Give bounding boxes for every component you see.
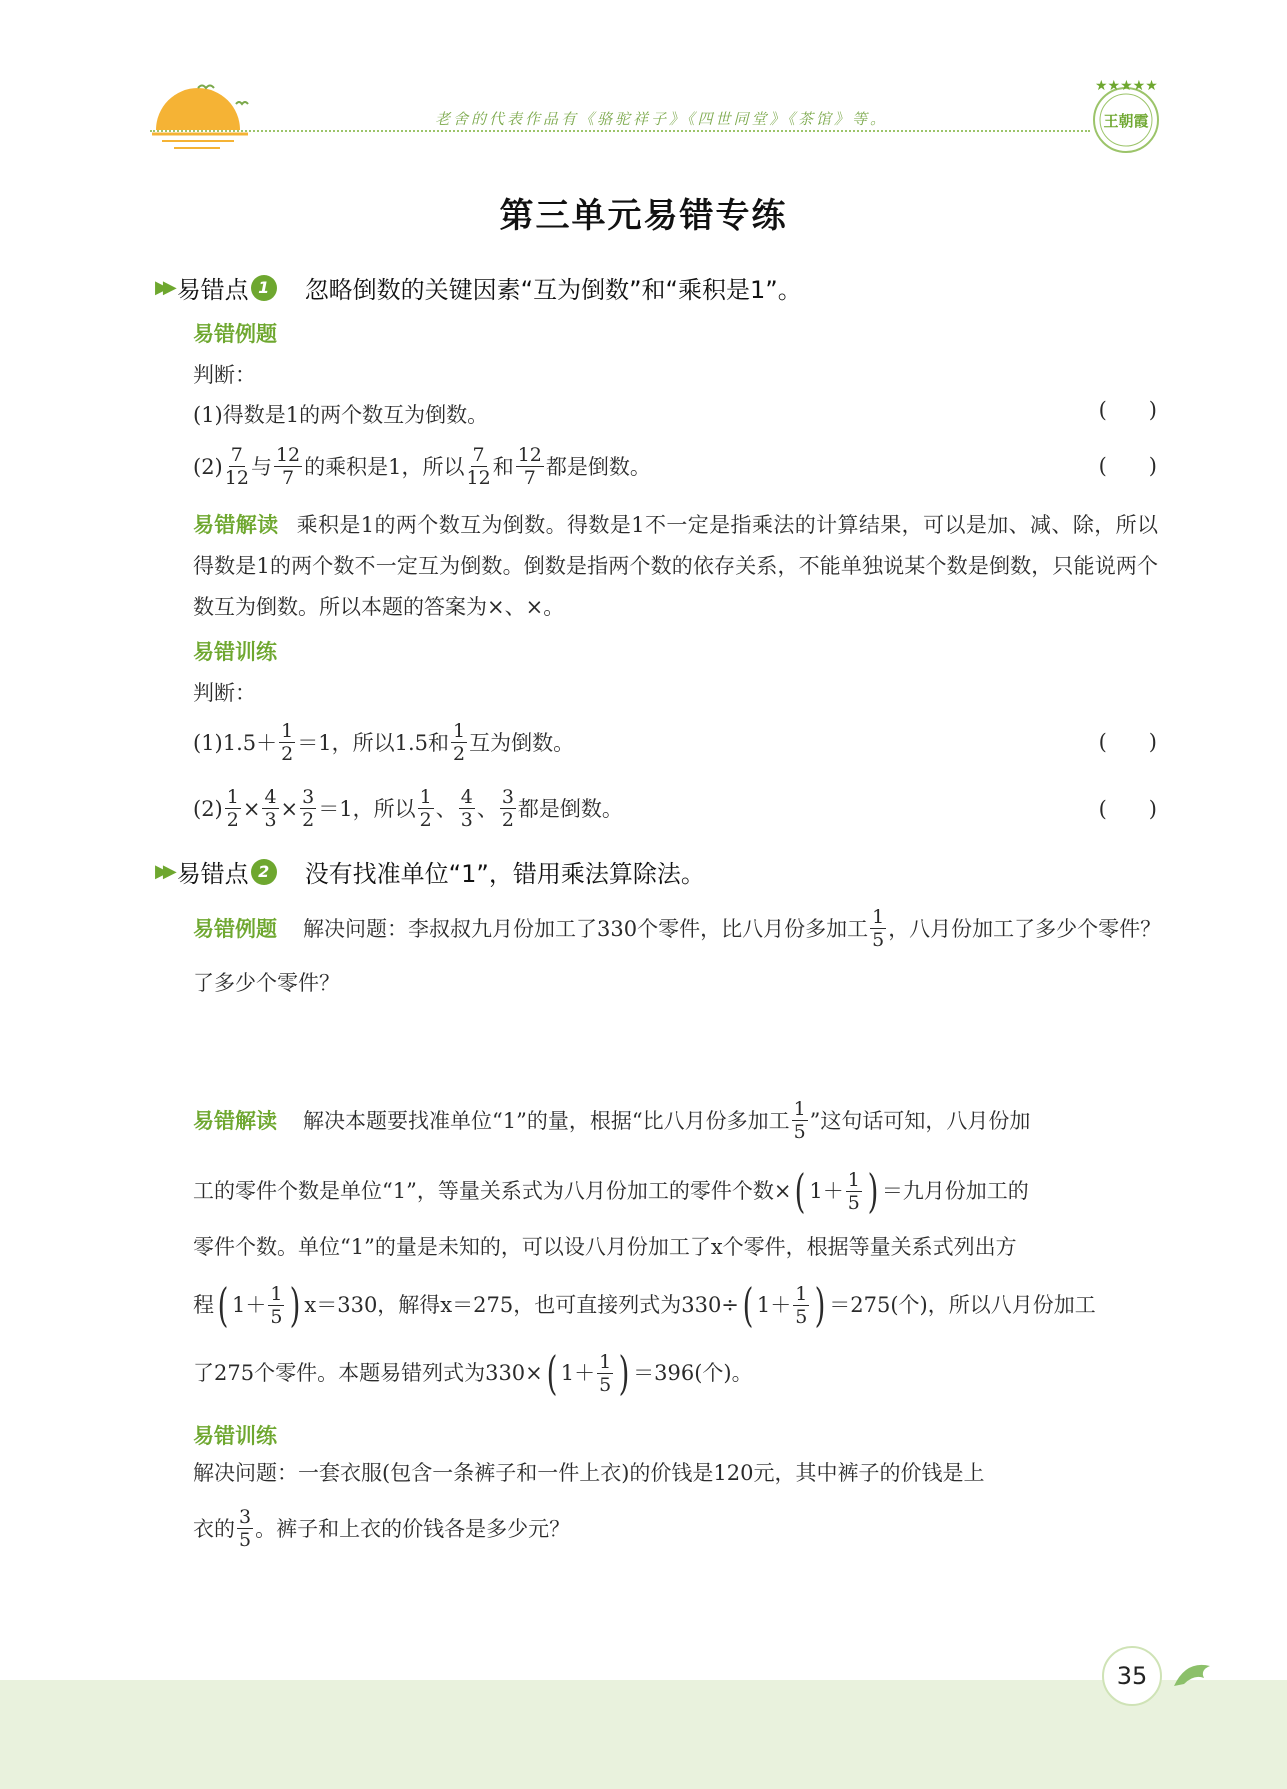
interp-2-line-3: 零件个数。单位“1”的量是未知的，可以设八月份加工了x个零件，根据等量关系式列出方 xyxy=(193,1235,1017,1259)
footer-band xyxy=(0,1680,1287,1789)
fraction: $\frac{3}{2}$ xyxy=(501,786,514,831)
interpretation-paragraph xyxy=(193,505,1158,628)
fraction: $\frac{4}{3}$ xyxy=(264,786,277,831)
answer-paren: ( ) xyxy=(1098,398,1157,422)
fraction: $\frac{4}{3}$ xyxy=(460,786,473,831)
training-item-2: (2) $\frac{1}{2}$ × $\frac{4}{3}$ × $\frac{3}{2}$ ＝1，所以 $\frac{1}{2}$ 、 $\frac{4}{3}$ 、 $\frac{3}{2}$ 都是倒数。 xyxy=(193,786,623,831)
error-point-description: 没有找准单位“1”，错用乘法算除法。 xyxy=(304,860,705,888)
error-point-number-badge: 2 xyxy=(251,859,277,885)
error-point-description: 忽略倒数的关键因素“互为倒数”和“乘积是1”。 xyxy=(304,276,802,304)
fraction: $\frac{7}{12}$ xyxy=(466,444,491,489)
training-item-1: (1)1.5＋ $\frac{1}{2}$ ＝1，所以1.5和 $\frac{1}{2}$ 互为倒数。 xyxy=(193,720,575,765)
fraction: $\frac{1}{5}$ xyxy=(270,1282,283,1328)
fraction: $\frac{1}{2}$ xyxy=(281,720,294,765)
interp-2-line-1: 易错解读 解决本题要找准单位“1”的量，根据“比八月份多加工 $\frac{1}{5}$ ”这句话可知，八月份加 xyxy=(193,1098,1031,1143)
double-arrow-icon: ▶▶ xyxy=(155,861,171,882)
fraction: $\frac{12}{7}$ xyxy=(517,444,542,489)
fraction: $\frac{1}{2}$ xyxy=(226,786,239,831)
fraction: $\frac{3}{5}$ xyxy=(239,1506,252,1551)
training-2-line-2: 衣的 $\frac{3}{5}$ 。裤子和上衣的价钱各是多少元？ xyxy=(193,1506,571,1551)
double-arrow-icon: ▶▶ xyxy=(155,277,171,298)
judge-label: 判断： xyxy=(193,363,256,387)
interpretation-label: 易错解读 xyxy=(193,1108,277,1133)
fraction: $\frac{1}{5}$ xyxy=(599,1350,612,1396)
example-label: 易错例题 xyxy=(193,322,277,346)
example-item-1: (1)得数是1的两个数互为倒数。 xyxy=(193,403,489,427)
fraction: $\frac{1}{5}$ xyxy=(793,1098,806,1143)
interp-2-line-2: 工的零件个数是单位“1”，等量关系式为八月份加工的零件个数× ( 1＋ $\frac{1}{5}$ ) ＝九月份加工的 xyxy=(193,1164,1029,1218)
example-2-line-1: 易错例题 解决问题：李叔叔九月份加工了330个零件，比八月份多加工 $\frac{1}{5}$ ，八月份加工了多少个零件？ xyxy=(193,906,1162,951)
fraction: $\frac{1}{5}$ xyxy=(847,1168,860,1214)
fraction: $\frac{7}{12}$ xyxy=(224,444,249,489)
training-judge-label: 判断： xyxy=(193,681,256,705)
header-quote: 老舍的代表作品有《骆驼祥子》《四世同堂》《茶馆》等。 xyxy=(435,110,889,128)
answer-paren: ( ) xyxy=(1098,454,1157,478)
error-point-label: 易错点 xyxy=(176,276,249,304)
training-label: 易错训练 xyxy=(193,640,277,664)
error-point-label: 易错点 xyxy=(176,860,249,888)
training-2-line-1: 解决问题：一套衣服(包含一条裤子和一件上衣)的价钱是120元，其中裤子的价钱是上 xyxy=(193,1461,985,1485)
page-number: 35 xyxy=(1102,1646,1162,1706)
example-2-line-2: 了多少个零件？ xyxy=(193,971,340,995)
dolphin-icon xyxy=(1170,1656,1220,1696)
error-point-1-heading xyxy=(155,270,802,305)
answer-paren: ( ) xyxy=(1098,797,1157,821)
fraction: $\frac{3}{2}$ xyxy=(302,786,315,831)
interpretation-text: 乘积是1的两个数互为倒数。得数是1不一定是指乘法的计算结果，可以是加、减、除，所以得数是1的两个数不一定互为倒数。倒数是指两个数的依存关系，不能单独说某个数是倒数，只能说两个数互为倒数。所以本题的答案为×、×。 xyxy=(193,513,1159,619)
interp-2-line-5: 了275个零件。本题易错列式为330× ( 1＋ $\frac{1}{5}$ ) ＝396(个)。 xyxy=(193,1346,753,1400)
fraction: $\frac{1}{2}$ xyxy=(453,720,466,765)
header-divider xyxy=(150,130,1090,132)
example-label: 易错例题 xyxy=(193,916,277,941)
page-title: 第三单元易错专练 xyxy=(499,196,788,236)
error-point-2-heading xyxy=(155,854,705,889)
brand-seal-text: 王朝霞 xyxy=(1103,112,1149,130)
answer-paren: ( ) xyxy=(1098,730,1157,754)
fraction: $\frac{1}{5}$ xyxy=(795,1282,808,1328)
training-label: 易错训练 xyxy=(193,1424,277,1448)
interpretation-label: 易错解读 xyxy=(193,513,279,537)
example-item-2: (2) $\frac{7}{12}$ 与 $\frac{12}{7}$ 的乘积是1，所以 $\frac{7}{12}$ 和 $\frac{12}{7}$ 都是倒数。 xyxy=(193,444,651,489)
fraction: $\frac{1}{2}$ xyxy=(419,786,432,831)
interp-2-line-4: 程 ( 1＋ $\frac{1}{5}$ ) x＝330，解得x＝275，也可直接列式为330÷ ( 1＋ $\frac{1}{5}$ ) ＝275(个)，所以八月份加工 xyxy=(193,1278,1096,1332)
sunset-logo-icon xyxy=(148,78,258,153)
fraction: $\frac{1}{5}$ xyxy=(872,906,885,951)
fraction: $\frac{12}{7}$ xyxy=(275,444,301,489)
error-point-number-badge: 1 xyxy=(251,275,277,301)
svg-text:★★★★★: ★★★★★ xyxy=(1095,78,1158,94)
